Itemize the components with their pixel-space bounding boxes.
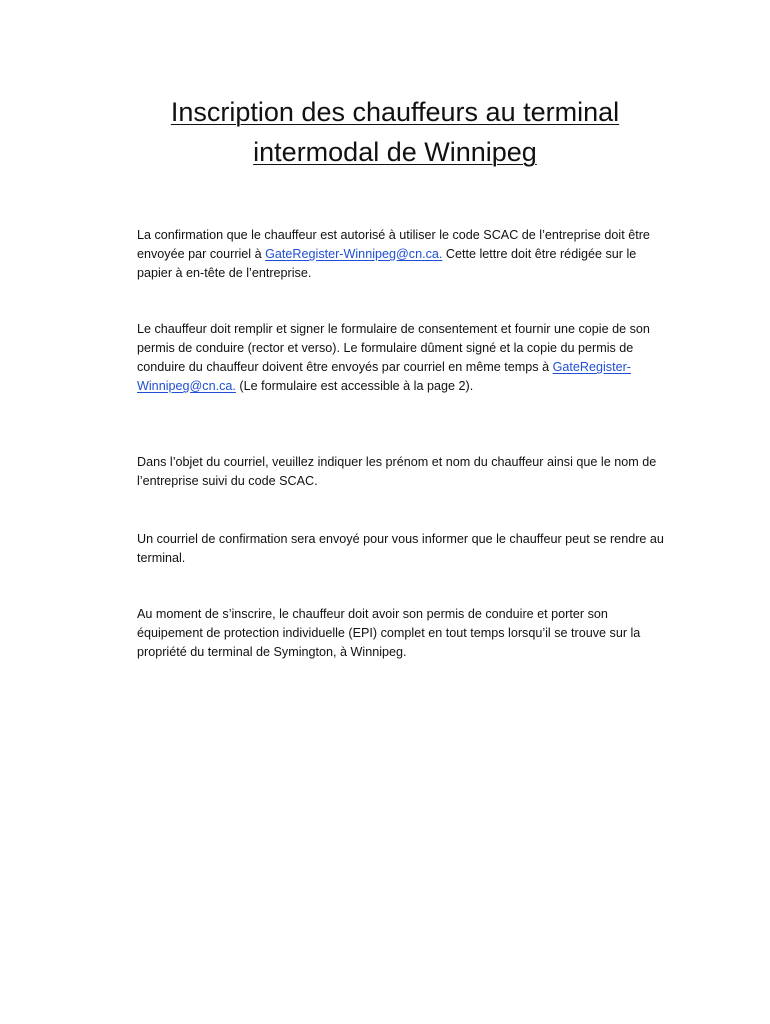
document-title xyxy=(130,92,660,172)
paragraph-text: (Le formulaire est accessible à la page 2). xyxy=(235,379,474,393)
paragraph-text: La confirmation que le chauffeur est autorisé à utiliser le code SCAC de l’entreprise doit être envoyée par courriel à xyxy=(137,228,650,261)
paragraph-text: Le chauffeur doit remplir et signer le formulaire de consentement et fournir une copie de son permis de conduire (rector et verso). Le formulaire dûment signé et la copie du permis de conduire du chauffeur doivent être envoyés par courriel en même temps à xyxy=(137,322,650,374)
paragraph-registration-requirements xyxy=(137,605,667,662)
paragraph-consent-form xyxy=(137,320,667,396)
title-line-1: Inscription des chauffeurs au terminal xyxy=(170,97,620,127)
paragraph-text: Cette lettre doit être rédigée sur le papier à en-tête de l’entreprise. xyxy=(137,247,637,280)
paragraph-confirmation-letter xyxy=(137,226,667,283)
paragraph-text: Un courriel de confirmation sera envoyé pour vous informer que le chauffeur peut se rendre au terminal. xyxy=(137,532,664,565)
paragraph-confirmation-email xyxy=(137,530,667,568)
email-link[interactable]: GateRegister-Winnipeg@cn.ca. xyxy=(265,247,443,261)
paragraph-text: Dans l’objet du courriel, veuillez indiquer les prénom et nom du chauffeur ainsi que le nom de l’entreprise suivi du code SCAC. xyxy=(137,455,657,488)
title-line-2: intermodal de Winnipeg xyxy=(253,137,537,167)
email-link[interactable]: GateRegister-Winnipeg@cn.ca. xyxy=(137,360,631,393)
paragraph-text: Au moment de s’inscrire, le chauffeur doit avoir son permis de conduire et porter son équipement de protection individuelle (EPI) complet en tout temps lorsqu’il se trouve sur la propriété du terminal de Symington, à Winnipeg. xyxy=(137,607,641,659)
paragraph-email-subject xyxy=(137,453,667,491)
